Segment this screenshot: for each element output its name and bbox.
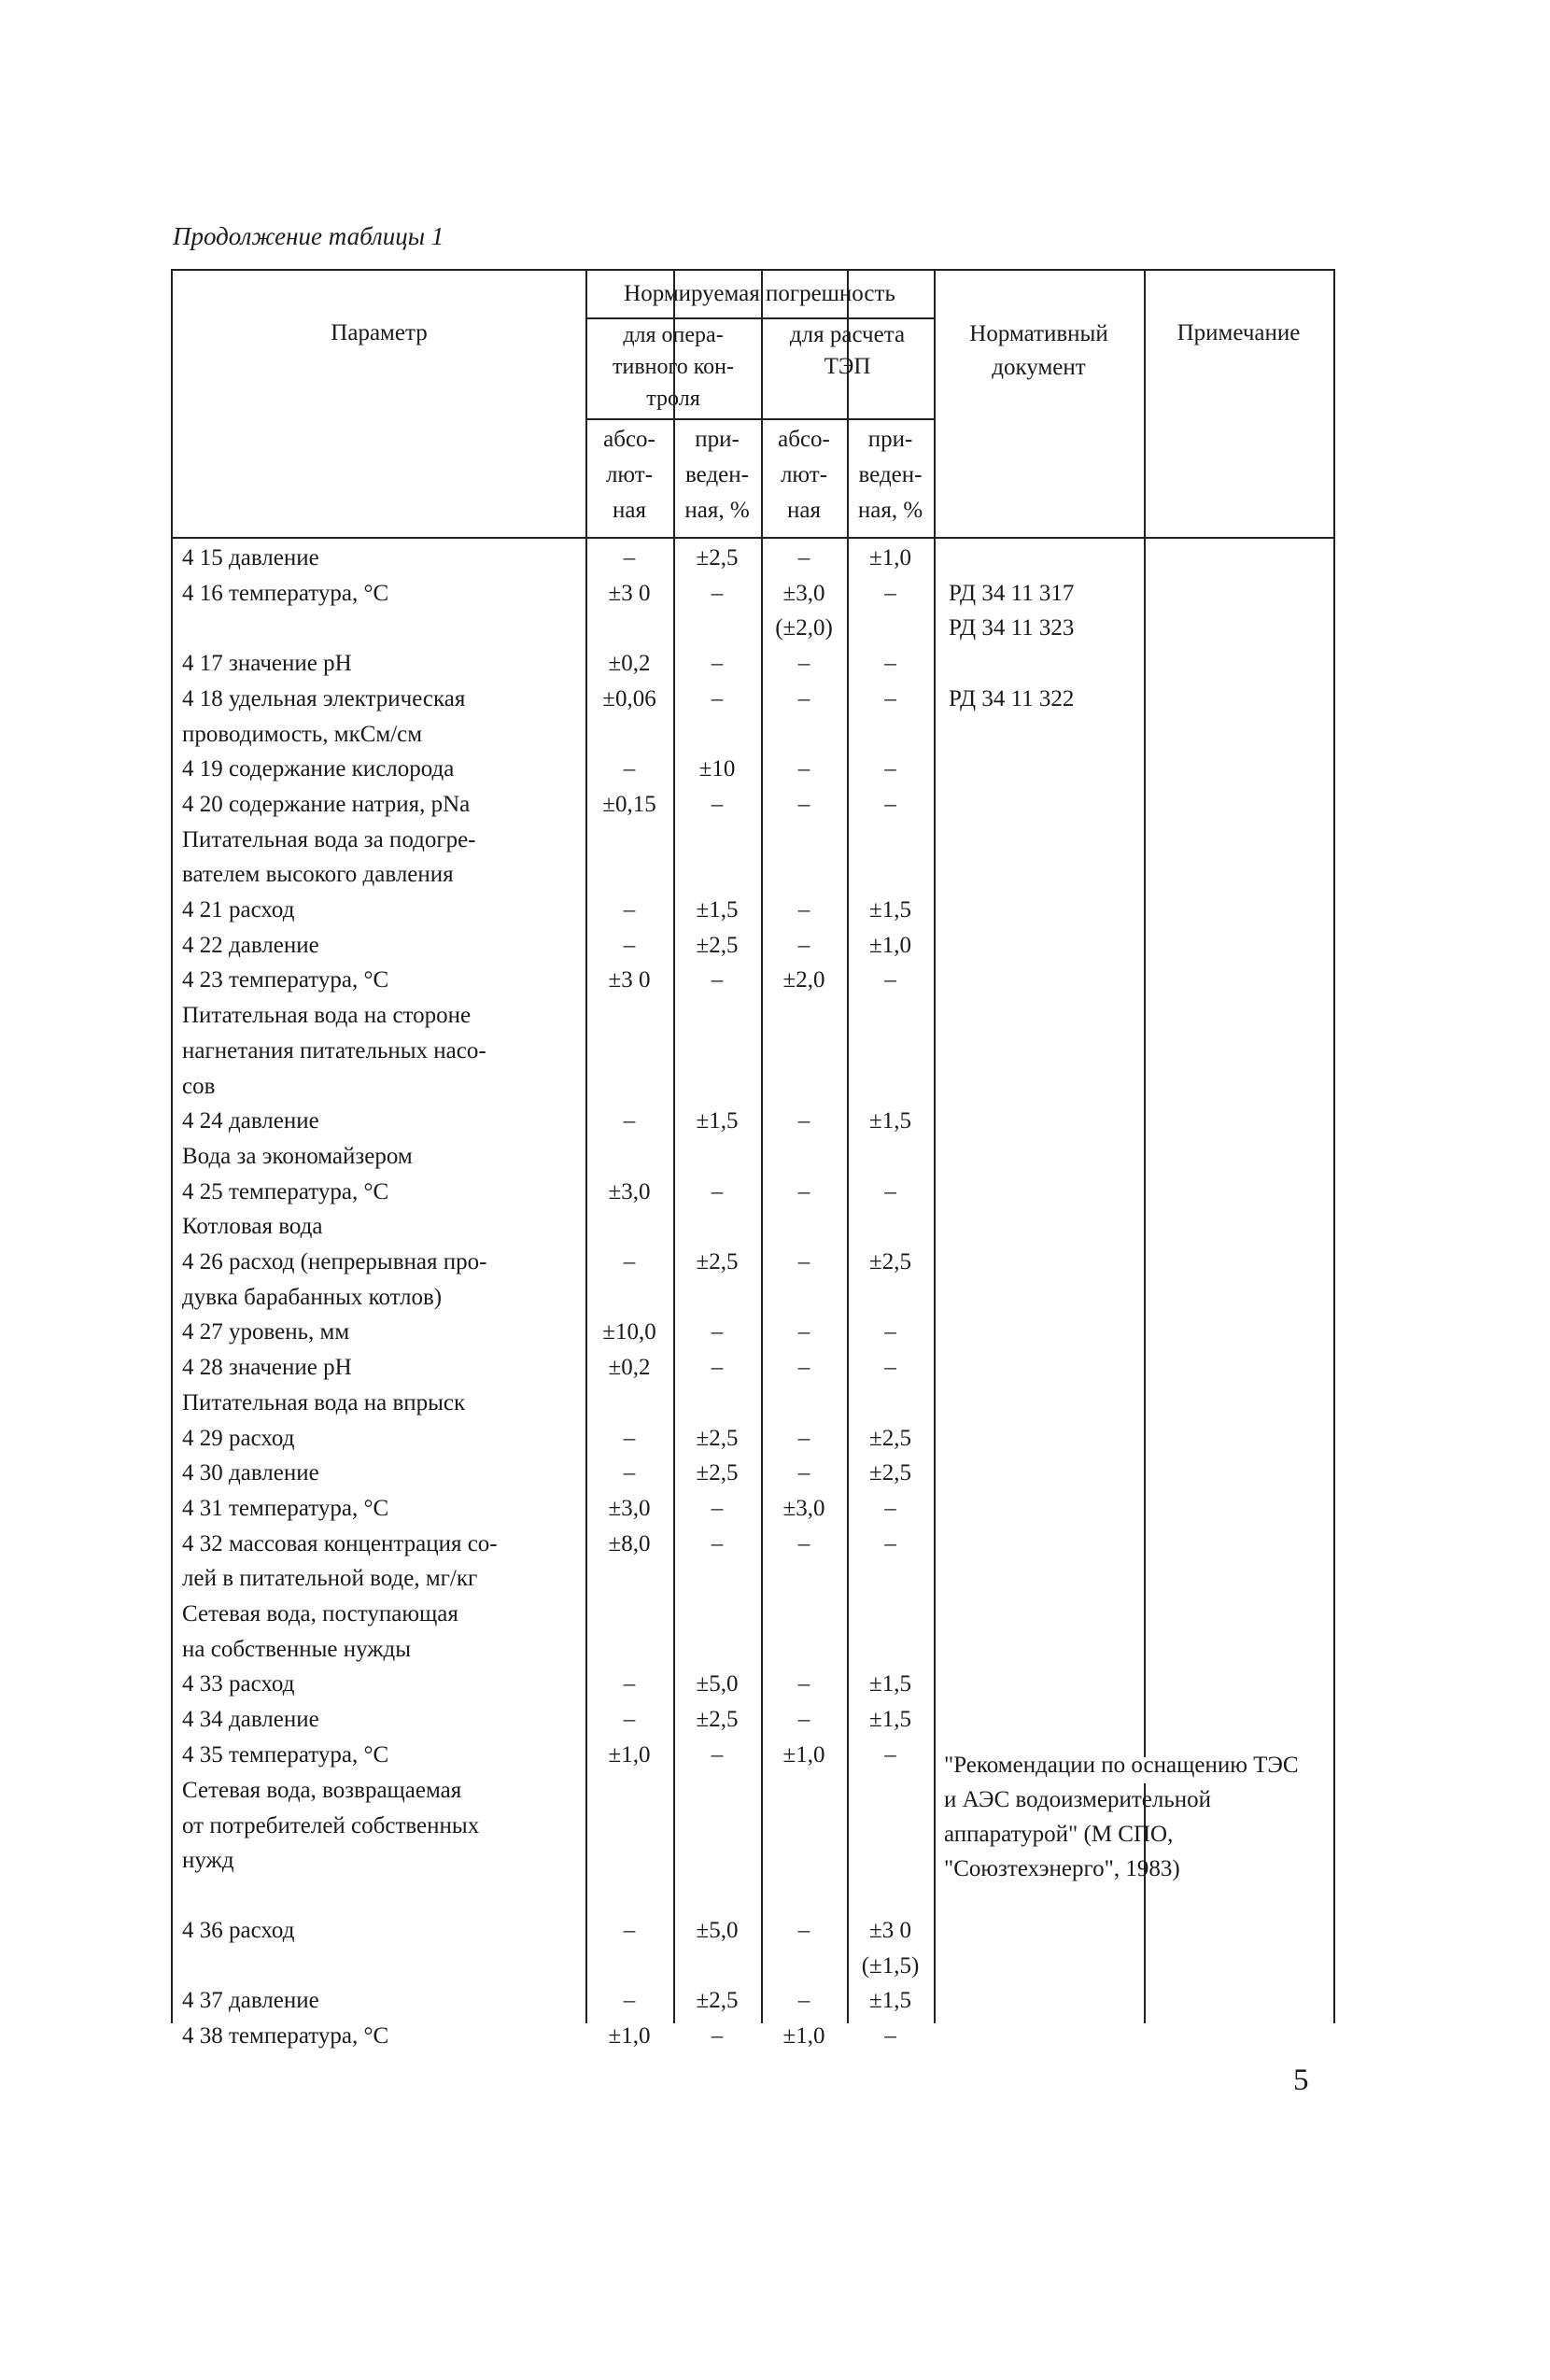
param-cell: 4 17 значение рН bbox=[182, 651, 352, 677]
param-cell: 4 36 расход bbox=[182, 1918, 295, 1943]
param-cell: Вода за экономайзером bbox=[182, 1143, 413, 1169]
doc-cell: РД 34 11 322 bbox=[949, 685, 1075, 711]
param-cell: 4 34 давление bbox=[182, 1707, 319, 1733]
table-row bbox=[173, 1210, 1335, 1246]
table-row bbox=[173, 1105, 1335, 1140]
param-cell: 4 35 температура, °С bbox=[182, 1741, 389, 1767]
value-cell-a: – bbox=[623, 897, 636, 922]
value-cell-c: ±2,0 bbox=[782, 967, 825, 993]
table-row bbox=[173, 824, 1335, 859]
table-row bbox=[173, 612, 1335, 647]
table-row bbox=[173, 1070, 1335, 1106]
param-cell: Питательная вода на стороне bbox=[182, 1003, 472, 1029]
table-row bbox=[173, 1140, 1335, 1176]
header-rel1: при- веден- ная, % bbox=[684, 427, 750, 523]
value-cell-a: ±10,0 bbox=[602, 1319, 656, 1345]
value-cell-c: – bbox=[797, 791, 810, 817]
value-cell-a: ±0,2 bbox=[608, 651, 651, 677]
param-cell: на собственные нужды bbox=[182, 1636, 412, 1662]
value-cell-d: ±1,5 bbox=[869, 897, 911, 922]
param-cell: Питательная вода на впрыск bbox=[182, 1389, 466, 1415]
value-cell-c: – bbox=[797, 897, 810, 922]
header-param: Параметр bbox=[331, 320, 428, 345]
table-row bbox=[173, 1984, 1335, 2020]
value-cell-a: – bbox=[623, 1671, 636, 1697]
value-cell-a: ±3 0 bbox=[608, 580, 651, 606]
param-cell: 4 19 содержание кислорода bbox=[182, 756, 455, 782]
header-norm: Нормируемая погрешность bbox=[624, 281, 895, 306]
table-row bbox=[173, 1176, 1335, 1211]
value-cell-a: – bbox=[623, 1425, 636, 1451]
value-cell-a: ±0,2 bbox=[608, 1355, 651, 1381]
table-row bbox=[173, 1457, 1335, 1492]
param-cell: 4 27 уровень, мм bbox=[182, 1319, 350, 1345]
value-cell-b: – bbox=[711, 651, 724, 677]
value-cell-d: ±1,0 bbox=[869, 932, 911, 958]
table-row bbox=[173, 1246, 1335, 1281]
value-cell-d: ±1,5 bbox=[869, 1707, 911, 1733]
param-cell: 4 26 расход (непрерывная про- bbox=[182, 1249, 487, 1274]
value-cell-d: ±1,5 bbox=[869, 1988, 911, 2013]
value-cell-d: – bbox=[884, 1178, 896, 1204]
value-cell-a: – bbox=[623, 1249, 636, 1274]
param-cell: 4 30 давление bbox=[182, 1460, 319, 1486]
value-cell-c: – bbox=[797, 545, 810, 570]
header-tep: для расчета ТЭП bbox=[789, 322, 906, 379]
table-row bbox=[173, 753, 1335, 788]
param-cell: Сетевая вода, возвращаемая bbox=[182, 1778, 462, 1803]
value-cell-a: ±0,15 bbox=[602, 791, 656, 817]
value-cell-b: ±2,5 bbox=[696, 1707, 739, 1733]
value-cell-d: ±3 0 bbox=[869, 1918, 911, 1943]
value-cell-c: – bbox=[797, 756, 810, 782]
value-cell-c: ±3,0 bbox=[782, 1495, 825, 1521]
table-row bbox=[173, 1351, 1335, 1387]
value-cell-c: – bbox=[797, 685, 810, 711]
table-caption: Продолжение таблицы 1 bbox=[173, 222, 444, 250]
value-cell-d: ±2,5 bbox=[869, 1460, 911, 1486]
param-cell: 4 16 температура, °С bbox=[182, 580, 389, 606]
value-cell-d: – bbox=[884, 967, 896, 993]
param-cell: 4 33 расход bbox=[182, 1671, 295, 1697]
header-abs1: абсо- лют- ная bbox=[603, 427, 655, 523]
header-rel2: при- веден- ная, % bbox=[857, 427, 923, 523]
table-row bbox=[173, 1914, 1335, 1950]
value-cell-a: – bbox=[623, 1108, 636, 1134]
value-cell-d: – bbox=[884, 1741, 896, 1767]
value-cell-d: – bbox=[884, 1319, 896, 1345]
param-cell: проводимость, мкСм/см bbox=[182, 721, 423, 747]
table-row bbox=[173, 683, 1335, 718]
value-cell-c: – bbox=[797, 1425, 810, 1451]
value-cell-b: ±5,0 bbox=[696, 1918, 739, 1943]
value-cell-c: – bbox=[797, 1319, 810, 1345]
value-cell-b: ±2,5 bbox=[696, 1988, 739, 2013]
value-cell-c: ±1,0 bbox=[782, 1741, 825, 1767]
value-cell-c: ±3,0 bbox=[782, 580, 825, 606]
value-cell-b: ±5,0 bbox=[696, 1671, 739, 1697]
table-row bbox=[173, 1668, 1335, 1703]
table-row bbox=[173, 718, 1335, 753]
value-cell-a: – bbox=[623, 756, 636, 782]
value-cell-b: – bbox=[711, 1741, 724, 1767]
value-cell-c: (±2,0) bbox=[775, 615, 833, 641]
doc-cell: РД 34 11 323 bbox=[949, 615, 1075, 641]
table-row bbox=[173, 929, 1335, 965]
value-cell-b: ±10 bbox=[698, 756, 736, 782]
value-cell-a: – bbox=[623, 1988, 636, 2013]
value-cell-d: (±1,5) bbox=[861, 1952, 920, 1979]
value-cell-d: – bbox=[884, 580, 896, 606]
value-cell-c: – bbox=[797, 1671, 810, 1697]
param-cell: 4 18 удельная электрическая bbox=[182, 685, 466, 711]
table-row bbox=[173, 2020, 1335, 2055]
value-cell-d: ±1,5 bbox=[869, 1671, 911, 1697]
value-cell-c: – bbox=[797, 932, 810, 958]
value-cell-a: ±0,06 bbox=[602, 685, 656, 711]
header-oper: для опера- тивного кон- троля bbox=[612, 323, 735, 411]
header-doc: Нормативный документ bbox=[969, 321, 1108, 380]
value-cell-b: ±1,5 bbox=[696, 1108, 739, 1134]
value-cell-b: ±2,5 bbox=[696, 1460, 739, 1486]
param-cell: Питательная вода за подогре- bbox=[182, 826, 476, 852]
value-cell-d: – bbox=[884, 685, 896, 711]
value-cell-b: ±2,5 bbox=[696, 932, 739, 958]
table-row bbox=[173, 999, 1335, 1035]
table-row bbox=[173, 542, 1335, 577]
table-row bbox=[173, 964, 1335, 999]
value-cell-b: ±1,5 bbox=[696, 897, 739, 922]
value-cell-a: – bbox=[623, 545, 636, 570]
value-cell-b: ±2,5 bbox=[696, 1425, 739, 1451]
table-row bbox=[173, 1950, 1335, 1985]
value-cell-b: – bbox=[711, 1495, 724, 1521]
value-cell-d: – bbox=[884, 1495, 896, 1521]
table-row bbox=[173, 788, 1335, 824]
param-cell: 4 28 значение рН bbox=[182, 1355, 352, 1381]
table-row bbox=[173, 1703, 1335, 1739]
value-cell-b: – bbox=[711, 2022, 724, 2049]
param-cell: 4 20 содержание натрия, pNa bbox=[182, 791, 471, 817]
table-row bbox=[173, 1562, 1335, 1598]
value-cell-d: – bbox=[884, 1355, 896, 1381]
param-cell: лей в питательной воде, мг/кг bbox=[182, 1566, 478, 1592]
param-cell: нужд bbox=[182, 1848, 234, 1873]
param-cell: 4 31 температура, °С bbox=[182, 1495, 389, 1521]
header-abs2: абсо- лют- ная bbox=[778, 427, 830, 523]
param-cell: 4 21 расход bbox=[182, 897, 295, 922]
param-cell: дувка барабанных котлов) bbox=[182, 1284, 443, 1310]
value-cell-d: – bbox=[884, 651, 896, 677]
value-cell-d: – bbox=[884, 2022, 896, 2049]
value-cell-d: ±2,5 bbox=[869, 1425, 911, 1451]
table-row bbox=[173, 1387, 1335, 1422]
param-cell: 4 38 температура, °С bbox=[182, 2022, 389, 2049]
param-cell: 4 15 давление bbox=[182, 545, 319, 570]
param-cell: нагнетания питательных насо- bbox=[182, 1037, 486, 1063]
table-row bbox=[173, 1422, 1335, 1458]
value-cell-d: – bbox=[884, 791, 896, 817]
table-row bbox=[173, 577, 1335, 613]
value-cell-b: – bbox=[711, 685, 724, 711]
param-cell: 4 32 массовая концентрация со- bbox=[182, 1530, 498, 1556]
table-row bbox=[173, 647, 1335, 683]
value-cell-d: – bbox=[884, 756, 896, 782]
value-cell-b: – bbox=[711, 1178, 724, 1204]
param-cell: 4 24 давление bbox=[182, 1108, 319, 1134]
value-cell-b: – bbox=[711, 967, 724, 993]
param-cell: вателем высокого давления bbox=[182, 862, 454, 888]
value-cell-b: ±2,5 bbox=[696, 1249, 739, 1274]
note-document: "Рекомендации по оснащению ТЭС и АЭС водоизмерительной аппаратурой" (М СПО, "Союзтехэнерго", 1983) bbox=[944, 1753, 1299, 1881]
param-cell: 4 25 температура, °С bbox=[182, 1178, 389, 1204]
value-cell-a: ±3,0 bbox=[608, 1178, 651, 1204]
value-cell-a: ±3,0 bbox=[608, 1495, 651, 1521]
value-cell-c: ±1,0 bbox=[782, 2022, 825, 2049]
table-row bbox=[173, 1035, 1335, 1070]
value-cell-a: ±1,0 bbox=[608, 2022, 651, 2049]
value-cell-a: – bbox=[623, 1918, 636, 1943]
table-row bbox=[173, 1528, 1335, 1563]
param-cell: Котловая вода bbox=[182, 1214, 323, 1240]
value-cell-c: – bbox=[797, 1355, 810, 1381]
page-number: 5 bbox=[1293, 2063, 1309, 2097]
value-cell-c: – bbox=[797, 1707, 810, 1733]
table-row bbox=[173, 1598, 1335, 1633]
param-cell: 4 23 температура, °С bbox=[182, 967, 389, 993]
value-cell-a: ±8,0 bbox=[608, 1530, 651, 1556]
value-cell-b: ±2,5 bbox=[696, 545, 739, 570]
value-cell-a: ±1,0 bbox=[608, 1741, 651, 1767]
table-row bbox=[173, 1281, 1335, 1317]
header-note: Примечание bbox=[1177, 320, 1301, 345]
value-cell-d: – bbox=[884, 1530, 896, 1556]
table-row bbox=[173, 858, 1335, 894]
param-cell: 4 22 давление bbox=[182, 932, 319, 958]
value-cell-c: – bbox=[797, 1249, 810, 1274]
value-cell-c: – bbox=[797, 1530, 810, 1556]
value-cell-d: ±1,5 bbox=[869, 1108, 911, 1134]
value-cell-a: ±3 0 bbox=[608, 967, 651, 993]
param-cell: сов bbox=[182, 1073, 216, 1099]
param-cell: 4 29 расход bbox=[182, 1425, 295, 1451]
value-cell-d: ±2,5 bbox=[869, 1249, 911, 1274]
value-cell-b: – bbox=[711, 1530, 724, 1556]
table-row bbox=[173, 1492, 1335, 1528]
value-cell-a: – bbox=[623, 1707, 636, 1733]
param-cell: 4 37 давление bbox=[182, 1988, 319, 2013]
value-cell-a: – bbox=[623, 932, 636, 958]
table-row bbox=[173, 1633, 1335, 1669]
table-row bbox=[173, 894, 1335, 929]
table-row bbox=[173, 1316, 1335, 1351]
value-cell-c: – bbox=[797, 1108, 810, 1134]
param-cell: Сетевая вода, поступающая bbox=[182, 1601, 458, 1627]
value-cell-c: – bbox=[797, 1918, 810, 1943]
value-cell-a: – bbox=[623, 1460, 636, 1486]
value-cell-d: ±1,0 bbox=[869, 545, 911, 570]
value-cell-b: – bbox=[711, 791, 724, 817]
value-cell-c: – bbox=[797, 651, 810, 677]
value-cell-c: – bbox=[797, 1988, 810, 2013]
value-cell-c: – bbox=[797, 1460, 810, 1486]
value-cell-b: – bbox=[711, 580, 724, 606]
value-cell-b: – bbox=[711, 1355, 724, 1381]
param-cell: от потребителей собственных bbox=[182, 1812, 480, 1838]
value-cell-c: – bbox=[797, 1178, 810, 1204]
value-cell-b: – bbox=[711, 1319, 724, 1345]
doc-cell: РД 34 11 317 bbox=[949, 580, 1075, 606]
